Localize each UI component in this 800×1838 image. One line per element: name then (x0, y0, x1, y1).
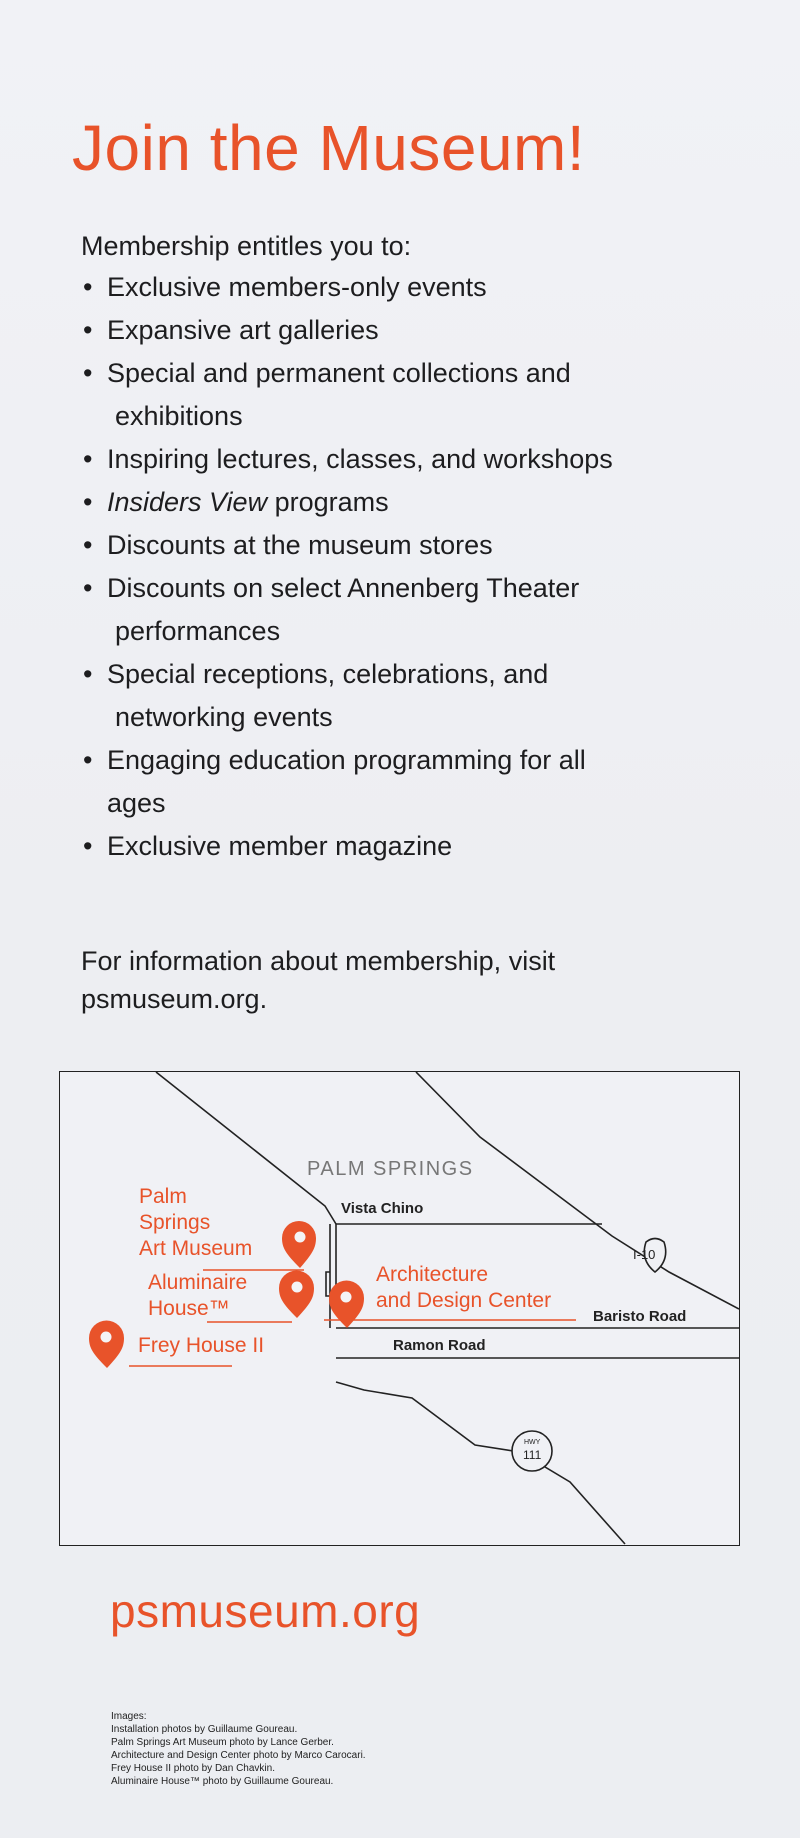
location-aluminaire-house[interactable]: Aluminaire House™ (148, 1271, 248, 1320)
road-label-vista-chino: Vista Chino (341, 1200, 424, 1217)
location-architecture-design-center[interactable]: Architecture and Design Center (376, 1263, 552, 1312)
image-credits: Images: Installation photos by Guillaume Goureau. Palm Springs Art Museum photo by Lance Gerber. Architecture and Design Center photo by Marco Carocari. Frey House II photo by Dan Chavkin. Aluminaire House™ photo by Guillaume Goureau. (111, 1711, 366, 1787)
membership-info: For information about membership, visit psmuseum.org. (81, 946, 556, 1014)
membership-intro: Membership entitles you to: (81, 231, 412, 261)
location-frey-house[interactable]: Frey House II (138, 1334, 265, 1357)
list-item: • Discounts on select Annenberg Theater performances (81, 567, 701, 653)
info-link[interactable]: psmuseum.org (81, 984, 260, 1014)
list-item: • Expansive art galleries (81, 309, 701, 352)
road-label-baristo: Baristo Road (593, 1308, 687, 1325)
list-item: • Exclusive members-only events (81, 266, 701, 309)
benefits-list (81, 266, 701, 868)
list-item: • Exclusive member magazine (81, 825, 701, 868)
footer-url[interactable]: psmuseum.org (110, 1585, 421, 1637)
page-title: Join the Museum! (72, 112, 586, 184)
location-map (59, 1071, 740, 1546)
city-label: PALM SPRINGS (307, 1158, 474, 1180)
pin-art-museum-icon[interactable] (282, 1221, 316, 1268)
road-label-111: 111 (523, 1448, 542, 1462)
road-line (336, 1382, 625, 1544)
list-item: • Inspiring lectures, classes, and workshops (81, 438, 701, 481)
location-art-museum[interactable]: Palm Springs Art Museum (139, 1185, 253, 1260)
info-text: For information about membership, visit (81, 946, 556, 976)
list-item: • Discounts at the museum stores (81, 524, 701, 567)
insiders-view-title: Insiders View (107, 487, 268, 517)
pin-adc-icon[interactable] (329, 1281, 364, 1329)
pin-frey-house-icon[interactable] (89, 1321, 124, 1369)
list-item: • Insiders View programs (81, 481, 701, 524)
pin-aluminaire-icon[interactable] (279, 1271, 314, 1319)
list-item: • Special and permanent collections and exhibitions (81, 352, 701, 438)
road-label-i10: I-10 (633, 1247, 656, 1262)
road-label-ramon: Ramon Road (393, 1337, 486, 1354)
list-item: • Special receptions, celebrations, and networking events (81, 653, 701, 739)
road-label-hwy: HWY (524, 1439, 541, 1446)
list-item: • Engaging education programming for all ages (81, 739, 701, 825)
